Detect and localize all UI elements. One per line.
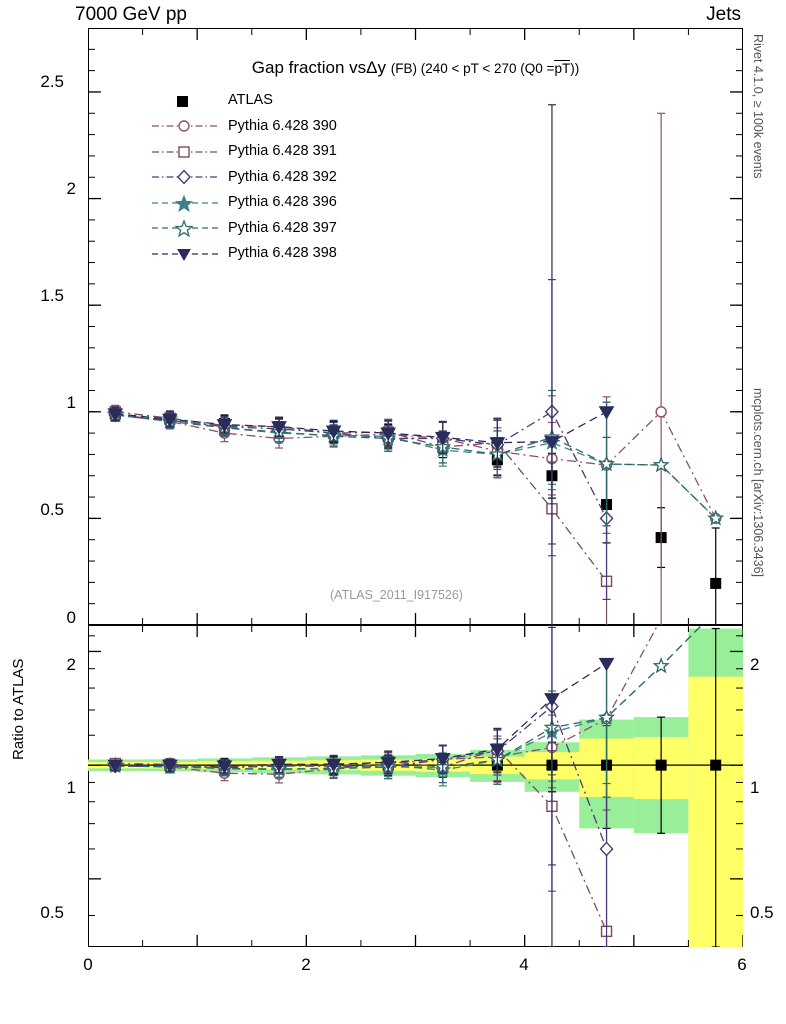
rivet-version-caption: Rivet 4.1.0, ≥ 100k events [751,34,765,179]
legend-label-2: Pythia 6.428 391 [228,143,337,159]
legend-item-pythia-396[interactable] [150,190,337,216]
legend-marker-square-icon [150,143,222,161]
ratio-ytick-label-2-right: 2 [750,655,760,674]
xtick-label-0: 0 [83,955,93,974]
plot-title-main: Gap fraction vs [251,58,367,77]
ytick-label-1.5: 1.5 [40,286,64,305]
ytick-label-0: 0 [66,608,76,627]
legend-item-atlas[interactable] [150,88,337,114]
legend-marker-star-icon [150,219,222,237]
plot-title-dy: Δy [366,58,386,77]
xtick-label-2: 2 [301,955,311,974]
ratio-ytick-label-0.5-right: 0.5 [750,903,774,922]
legend-item-pythia-398[interactable] [150,241,337,267]
ratio-ytick-label-2-left: 2 [66,655,76,674]
legend-item-pythia-391[interactable] [150,139,337,165]
legend-marker-star-filled-icon [150,194,222,212]
ratio-ytick-label-1-left: 1 [66,778,76,797]
xtick-label-6: 6 [737,955,747,974]
legend [150,88,337,267]
analysis-category-label: Jets [706,4,741,25]
ytick-label-2: 2 [66,179,76,198]
legend-label-3: Pythia 6.428 392 [228,168,337,185]
plot-title-rest: (FB) (240 < pT < 270 (Q0 = [390,61,555,76]
beam-energy-label: 7000 GeV pp [75,4,187,25]
ratio-ytick-label-1-right: 1 [750,778,760,797]
legend-label-1: Pythia 6.428 390 [228,117,337,134]
mcplots-caption: mcplots.cern.ch [arXiv:1306.3436] [751,388,765,577]
legend-item-pythia-390[interactable] [150,114,337,140]
xtick-label-4: 4 [519,955,529,974]
legend-label-6: Pythia 6.428 398 [228,245,337,261]
legend-marker-triangle-down-icon [150,245,222,263]
legend-label-0: ATLAS [228,92,273,108]
ytick-label-2.5: 2.5 [40,72,64,91]
analysis-id-watermark: (ATLAS_2011_I917526) [330,588,463,602]
legend-item-pythia-392[interactable] [150,165,337,191]
ratio-ytick-label-0.5-left: 0.5 [40,903,64,922]
legend-label-4: Pythia 6.428 396 [228,194,337,210]
legend-item-pythia-397[interactable] [150,216,337,242]
ytick-label-0.5: 0.5 [40,500,64,519]
legend-marker-square-filled-icon [150,92,222,110]
ytick-label-1: 1 [66,393,76,412]
plot-title-ptbar: pT [554,61,571,76]
ratio-plot-canvas [88,625,743,947]
legend-label-5: Pythia 6.428 397 [228,219,337,236]
legend-marker-diamond-icon [150,168,222,186]
plot-title-close: )) [570,61,580,76]
ratio-axis-label: Ratio to ATLAS [10,658,27,760]
legend-marker-circle-icon [150,117,222,135]
